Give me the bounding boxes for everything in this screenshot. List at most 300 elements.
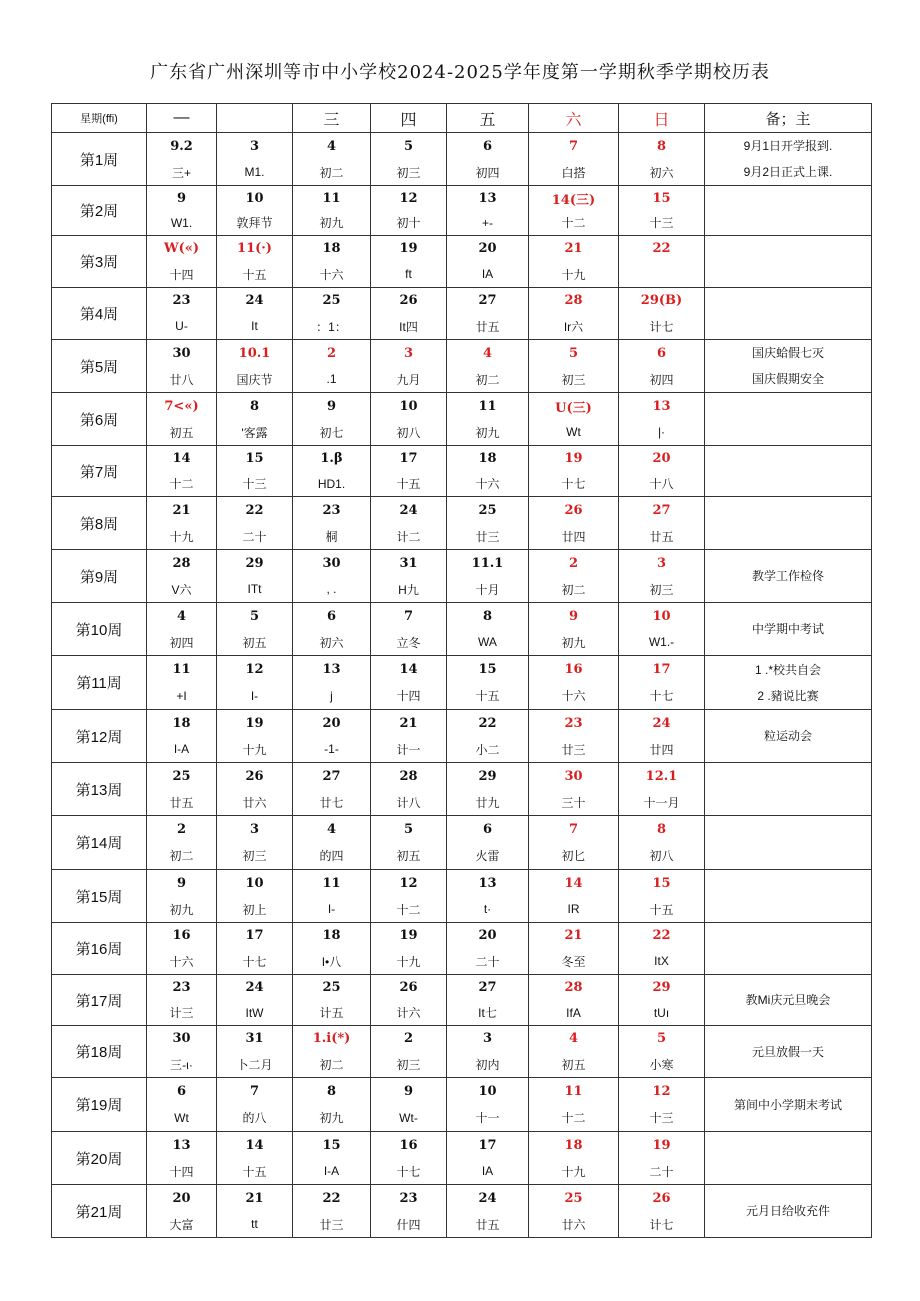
date-cell: 4 [293,133,371,160]
note-cell [705,288,872,340]
date-cell: 23 [371,1185,447,1212]
note-line: 国庆假期安全 [751,372,824,386]
lunar-cell: 十九 [529,1159,619,1185]
note-cell [705,1078,872,1132]
lunar-cell: 十三 [217,472,293,497]
header-day-tue [217,104,293,133]
date-cell: 5 [371,816,447,843]
date-cell: 21 [217,1185,293,1212]
note-line: 元月日给收充件 [745,1204,830,1218]
week-label: 第11周 [52,656,147,710]
lunar-cell: 立冬 [371,630,447,656]
lunar-cell: Wt [147,1105,217,1132]
lunar-cell: IfA [529,1001,619,1026]
lunar-cell: It七 [447,1001,529,1026]
lunar-cell: 廿七 [293,790,371,816]
date-cell: 27 [447,975,529,1001]
date-cell: 8 [217,393,293,420]
lunar-cell: -1- [293,737,371,763]
date-cell: 14 [371,656,447,683]
week-date-row [52,816,872,843]
lunar-cell: +I [147,683,217,710]
lunar-cell: I- [293,897,371,923]
date-cell: 13 [447,186,529,211]
lunar-cell: 十九 [371,949,447,975]
date-cell: 12 [217,656,293,683]
date-cell: 6 [447,816,529,843]
note-cell [705,133,872,186]
lunar-cell: 初三 [371,1052,447,1078]
lunar-cell: WA [447,630,529,656]
date-cell: 12.1 [619,763,705,790]
note-line: 2 .豬说比赛 [757,688,819,703]
lunar-cell: 初五 [147,420,217,446]
lunar-cell: 十四 [147,1159,217,1185]
lunar-cell: 初五 [217,630,293,656]
week-label: 第2周 [52,186,147,236]
lunar-cell: HD1. [293,472,371,497]
date-cell: 9 [147,186,217,211]
week-date-row [52,133,872,160]
lunar-cell: .1 [293,366,371,393]
week-date-row [52,710,872,737]
note-cell [705,340,872,393]
date-cell: 24 [371,497,447,524]
date-cell: 27 [619,497,705,524]
lunar-cell: 计五 [293,1001,371,1026]
lunar-cell: 初上 [217,897,293,923]
header-day-fri: 五 [447,104,529,133]
note-cell [705,870,872,923]
week-date-row [52,550,872,577]
lunar-cell: W1. [147,211,217,236]
date-cell: 11.1 [447,550,529,577]
lunar-cell: 廿九 [447,790,529,816]
date-cell: 2 [529,550,619,577]
date-cell: 27 [447,288,529,314]
lunar-cell: 初九 [293,211,371,236]
lunar-cell: 廿八 [147,366,217,393]
date-cell: 9 [293,393,371,420]
date-cell: 22 [447,710,529,737]
week-label: 第13周 [52,763,147,816]
lunar-cell: It [217,314,293,340]
date-cell: 9 [529,603,619,630]
date-cell: 7 [529,133,619,160]
note-line: 9月1日开学报到. [743,139,833,153]
date-cell: 11(·) [217,236,293,262]
note-cell [705,186,872,236]
date-cell: 11 [293,870,371,897]
date-cell: 14(三) [529,186,619,211]
lunar-cell: 初二 [529,577,619,603]
lunar-cell: 初三 [371,159,447,186]
lunar-cell: 大富 [147,1212,217,1238]
date-cell: 12 [619,1078,705,1105]
lunar-cell: 国庆节 [217,366,293,393]
week-label: 第3周 [52,236,147,288]
header-day-mon: — [147,104,217,133]
date-cell: 10 [447,1078,529,1105]
lunar-cell: 初八 [619,843,705,870]
lunar-cell: 十五 [217,1159,293,1185]
lunar-cell: 十九 [147,524,217,550]
lunar-cell: 十五 [217,262,293,288]
note-cell [705,446,872,497]
date-cell: 24 [217,288,293,314]
date-cell: 11 [447,393,529,420]
lunar-cell: ItW [217,1001,293,1026]
date-cell: 21 [147,497,217,524]
date-cell: 8 [447,603,529,630]
lunar-cell: 初三 [619,577,705,603]
date-cell: 18 [447,446,529,472]
lunar-cell: 十七 [371,1159,447,1185]
date-cell: 15 [619,186,705,211]
lunar-cell: 廿五 [147,790,217,816]
lunar-cell: 十五 [447,683,529,710]
date-cell: 30 [147,1026,217,1052]
week-label: 第17周 [52,975,147,1026]
date-cell: 16 [147,923,217,949]
date-cell: 14 [217,1132,293,1159]
date-cell: 15 [619,870,705,897]
date-cell: 7 [217,1078,293,1105]
date-cell: 10 [371,393,447,420]
date-cell: 18 [529,1132,619,1159]
date-cell: 20 [619,446,705,472]
lunar-cell: ItX [619,949,705,975]
date-cell: 9.2 [147,133,217,160]
week-date-row [52,446,872,472]
date-cell: 17 [217,923,293,949]
week-label: 第14周 [52,816,147,870]
date-cell: 24 [447,1185,529,1212]
lunar-cell: IR [529,897,619,923]
date-cell: 25 [293,288,371,314]
week-date-row [52,340,872,367]
note-line: 1 .*校共自会 [754,662,821,677]
lunar-cell: 廿五 [447,1212,529,1238]
lunar-cell: 初八 [371,420,447,446]
week-date-row [52,1078,872,1105]
lunar-cell: 十二 [529,211,619,236]
date-cell: 1.i(*) [293,1026,371,1052]
date-cell: 29(B) [619,288,705,314]
date-cell: 5 [619,1026,705,1052]
date-cell: 25 [447,497,529,524]
note-cell [705,393,872,446]
date-cell: 15 [293,1132,371,1159]
lunar-cell: 初三 [217,843,293,870]
note-cell [705,923,872,975]
date-cell: 3 [447,1026,529,1052]
date-cell: 18 [147,710,217,737]
date-cell: 19 [371,923,447,949]
lunar-cell: 十七 [619,683,705,710]
lunar-cell: 十四 [147,262,217,288]
date-cell: 25 [147,763,217,790]
note-line: 国庆蛤假七灭 [751,346,824,360]
week-label: 第20周 [52,1132,147,1185]
date-cell: 10.1 [217,340,293,367]
header-day-sun: 日 [619,104,705,133]
note-cell [705,603,872,656]
date-cell: 18 [293,236,371,262]
lunar-cell: 初二 [447,366,529,393]
lunar-cell: +- [447,211,529,236]
lunar-cell: 十九 [217,737,293,763]
date-cell: 6 [619,340,705,367]
lunar-cell: 初匕 [529,843,619,870]
header-day-wed: 三 [293,104,371,133]
date-cell: 10 [619,603,705,630]
note-line: 粒运动会 [763,729,812,743]
date-cell: 26 [371,288,447,314]
note-cell [705,497,872,550]
date-cell: 23 [529,710,619,737]
date-cell: 23 [293,497,371,524]
date-cell: 13 [147,1132,217,1159]
date-cell: 3 [217,816,293,843]
lunar-cell: 初七 [293,420,371,446]
lunar-cell: ft [371,262,447,288]
date-cell: 25 [293,975,371,1001]
lunar-cell: ITt [217,577,293,603]
lunar-cell: V六 [147,577,217,603]
date-cell: 7 [529,816,619,843]
date-cell: 16 [371,1132,447,1159]
week-label: 第6周 [52,393,147,446]
header-week: 星期(ffi) [52,104,147,133]
week-label: 第10周 [52,603,147,656]
lunar-cell: 十七 [529,472,619,497]
lunar-cell: 十二 [147,472,217,497]
note-line: 第间中小学期末考试 [733,1097,842,1112]
lunar-cell: I-A [147,737,217,763]
date-cell: 25 [529,1185,619,1212]
lunar-cell: 初九 [529,630,619,656]
lunar-cell: 十六 [147,949,217,975]
date-cell: 26 [619,1185,705,1212]
lunar-cell: 卜二月 [217,1052,293,1078]
lunar-cell: H九 [371,577,447,603]
lunar-cell: 廿四 [529,524,619,550]
lunar-cell: 十四 [371,683,447,710]
lunar-cell: 初九 [147,897,217,923]
lunar-cell: 的四 [293,843,371,870]
date-cell: 20 [447,923,529,949]
lunar-cell: 三-ι· [147,1052,217,1078]
lunar-cell: 敦拜节 [217,211,293,236]
date-cell: 26 [529,497,619,524]
header-day-sat: 六 [529,104,619,133]
lunar-cell: 十二 [371,897,447,923]
date-cell: 26 [217,763,293,790]
lunar-cell: 计三 [147,1001,217,1026]
lunar-cell: 廿三 [529,737,619,763]
lunar-cell: |· [619,420,705,446]
lunar-cell: 初九 [447,420,529,446]
date-cell: 10 [217,870,293,897]
date-cell: 22 [619,236,705,262]
header-day-thu: 四 [371,104,447,133]
date-cell: 17 [619,656,705,683]
lunar-cell: 十月 [447,577,529,603]
note-cell [705,1185,872,1238]
lunar-cell: M1. [217,159,293,186]
note-line: 中学期中考试 [751,622,824,636]
note-line: 教Mi庆元旦晚会 [745,993,831,1007]
lunar-cell: 十二 [529,1105,619,1132]
lunar-cell: 初九 [293,1105,371,1132]
date-cell: 19 [619,1132,705,1159]
date-cell: 18 [293,923,371,949]
note-line: 教学工作检佟 [751,569,824,583]
week-date-row [52,1132,872,1159]
date-cell: 14 [529,870,619,897]
date-cell: 22 [293,1185,371,1212]
page-title: 广东省广州深圳等市中小学校2024-2025学年度第一学期秋季学期校历表 [150,62,770,83]
lunar-cell: 火雷 [447,843,529,870]
lunar-cell: 初五 [371,843,447,870]
date-cell: 4 [147,603,217,630]
date-cell: 17 [371,446,447,472]
date-cell: 31 [217,1026,293,1052]
week-date-row [52,393,872,420]
date-cell: 26 [371,975,447,1001]
lunar-cell: 十六 [293,262,371,288]
date-cell: 15 [447,656,529,683]
lunar-cell: 九月 [371,366,447,393]
lunar-cell: '客露 [217,420,293,446]
week-label: 第16周 [52,923,147,975]
school-calendar-table [51,103,872,1238]
week-label: 第5周 [52,340,147,393]
date-cell: 2 [147,816,217,843]
week-date-row [52,763,872,790]
lunar-cell: j [293,683,371,710]
week-date-row [52,236,872,262]
lunar-cell: 初六 [293,630,371,656]
lunar-cell: It四 [371,314,447,340]
date-cell: 28 [371,763,447,790]
lunar-cell: W1.- [619,630,705,656]
date-cell: 4 [447,340,529,367]
date-cell: 1.β [293,446,371,472]
date-cell: 22 [619,923,705,949]
date-cell: 11 [529,1078,619,1105]
week-date-row [52,497,872,524]
lunar-cell: 十一月 [619,790,705,816]
date-cell: 8 [293,1078,371,1105]
date-cell: 12 [371,186,447,211]
week-label: 第12周 [52,710,147,763]
week-label: 第9周 [52,550,147,603]
date-cell: 31 [371,550,447,577]
lunar-cell: I- [217,683,293,710]
lunar-cell: 廿三 [447,524,529,550]
lunar-cell: 计一 [371,737,447,763]
lunar-cell: 二十 [447,949,529,975]
date-cell: 20 [147,1185,217,1212]
lunar-cell: 十九 [529,262,619,288]
date-cell: 19 [217,710,293,737]
date-cell: 19 [371,236,447,262]
date-cell: 7 [371,603,447,630]
date-cell: 8 [619,816,705,843]
date-cell: 28 [529,288,619,314]
lunar-cell: Wt- [371,1105,447,1132]
date-cell: 17 [447,1132,529,1159]
lunar-cell: 二十 [619,1159,705,1185]
week-label: 第21周 [52,1185,147,1238]
date-cell: 11 [293,186,371,211]
lunar-cell: , . [293,577,371,603]
date-cell: 20 [293,710,371,737]
lunar-cell: IA [447,262,529,288]
header-row [52,104,872,133]
lunar-cell: 廿六 [529,1212,619,1238]
lunar-cell: 廿五 [447,314,529,340]
date-cell: 29 [217,550,293,577]
lunar-cell: 三十 [529,790,619,816]
date-cell: U(三) [529,393,619,420]
date-cell: 20 [447,236,529,262]
note-cell [705,1026,872,1078]
note-cell [705,236,872,288]
lunar-cell: 小寒 [619,1052,705,1078]
lunar-cell: 廿五 [619,524,705,550]
date-cell: 8 [619,133,705,160]
lunar-cell: 十八 [619,472,705,497]
lunar-cell: 计六 [371,1001,447,1026]
lunar-cell: 廿四 [619,737,705,763]
lunar-cell: 初二 [293,1052,371,1078]
lunar-cell: 初四 [447,159,529,186]
lunar-cell: 十五 [619,897,705,923]
lunar-cell: 十三 [619,211,705,236]
date-cell: 6 [293,603,371,630]
date-cell: 12 [371,870,447,897]
date-cell: 24 [217,975,293,1001]
lunar-cell: Wt [529,420,619,446]
lunar-cell: 初四 [147,630,217,656]
date-cell: 29 [619,975,705,1001]
lunar-cell: 十三 [619,1105,705,1132]
note-cell [705,710,872,763]
lunar-cell: 十五 [371,472,447,497]
date-cell: 22 [217,497,293,524]
date-cell: 23 [147,288,217,314]
header-note: 备；主 [705,104,872,133]
date-cell: 6 [147,1078,217,1105]
date-cell: 15 [217,446,293,472]
lunar-cell: 十六 [529,683,619,710]
note-cell [705,816,872,870]
date-cell: 3 [371,340,447,367]
date-cell: 13 [447,870,529,897]
lunar-cell: 十七 [217,949,293,975]
lunar-cell: 十六 [447,472,529,497]
week-date-row [52,656,872,683]
lunar-cell [619,262,705,288]
lunar-cell: 小二 [447,737,529,763]
date-cell: 4 [529,1026,619,1052]
lunar-cell: 初四 [619,366,705,393]
lunar-cell: t· [447,897,529,923]
lunar-cell: tUı [619,1001,705,1026]
